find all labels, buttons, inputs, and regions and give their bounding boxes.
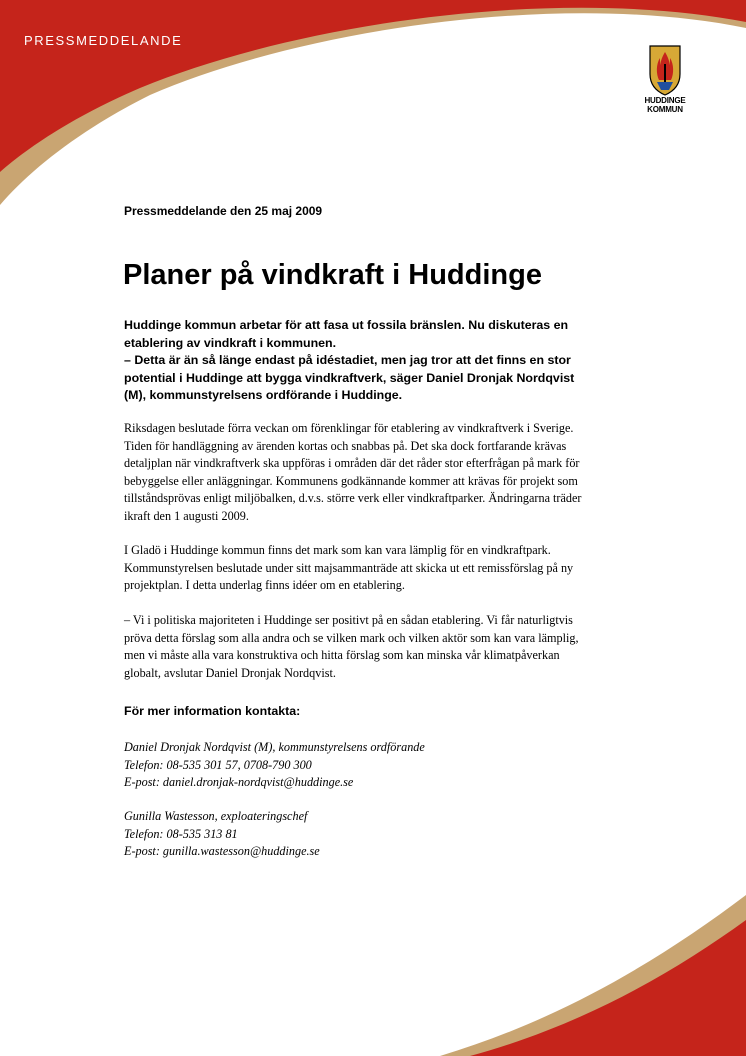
logo-text-line1: HUDDINGE <box>644 96 686 105</box>
lead-paragraph <box>124 317 594 405</box>
contact-name: Gunilla Wastesson, exploateringschef <box>124 809 308 823</box>
contact-phone: Telefon: 08-535 313 81 <box>124 826 238 841</box>
municipality-logo <box>636 44 694 124</box>
contact-phone: Telefon: 08-535 301 57, 0708-790 300 <box>124 757 312 772</box>
body-paragraph-1: Riksdagen beslutade förra veckan om förenklingar för etablering av vindkraftverk i Sverige. Tiden för handläggning av ärenden kortas och snabbas på. Det ska dock fortfarande krävas detaljplan när vindkraftverk ska uppföras i områden där det råder stor efterfrågan på mark för bebyggelse eller anläggningar. Kommunens godkännande kommer att krävas för projekt som tillståndsprövas enligt miljöbalken, d.v.s. större verk eller vindkraftparker. Ändringarna träder ikraft den 1 augusti 2009. <box>124 421 582 523</box>
body-paragraph-2: I Gladö i Huddinge kommun finns det mark som kan vara lämplig för en vindkraftpark. Kommunstyrelsen beslutade under sitt majsammanträde att skicka ut ett remissförslag på ny projektplan. I detta underlag finns idéer om en etablering. <box>124 543 574 592</box>
contact-email: E-post: daniel.dronjak-nordqvist@huddinge.se <box>124 775 354 789</box>
huddinge-coat-of-arms-icon <box>648 44 682 96</box>
logo-text-line2: KOMMUN <box>647 105 683 114</box>
page-title: Planer på vindkraft i Huddinge <box>123 259 542 291</box>
contact-name: Daniel Dronjak Nordqvist (M), kommunstyrelsens ordförande <box>124 740 425 754</box>
contact-heading: För mer information kontakta: <box>124 704 301 718</box>
dateline: Pressmeddelande den 25 maj 2009 <box>124 204 323 218</box>
body-paragraph-3: – Vi i politiska majoriteten i Huddinge ser positivt på en sådan etablering. Vi får naturligtvis pröva detta förslag som alla andra och se vilken mark och vilken aktör som kan vara lämplig, men vi måste alla vara konstruktiva och hitta förslag som kan minska vår klimatpåverkan globalt, avslutar Daniel Dronjak Nordqvist. <box>124 613 579 680</box>
lead-line-2: – Detta är än så länge endast på idéstadiet, men jag tror att det finns en stor potential i Huddinge att bygga vindkraftverk, säger Daniel Dronjak Nordqvist (M), kommunstyrelsens ordförande i Huddinge. <box>124 353 575 402</box>
contact-block-2 <box>124 808 594 861</box>
contact-email: E-post: gunilla.wastesson@huddinge.se <box>124 844 320 858</box>
lead-line-1: Huddinge kommun arbetar för att fasa ut fossila bränslen. Nu diskuteras en etablering av vindkraft i kommunen. <box>124 318 569 350</box>
header-label: PRESSMEDDELANDE <box>24 33 183 48</box>
contact-block-1 <box>124 739 594 792</box>
